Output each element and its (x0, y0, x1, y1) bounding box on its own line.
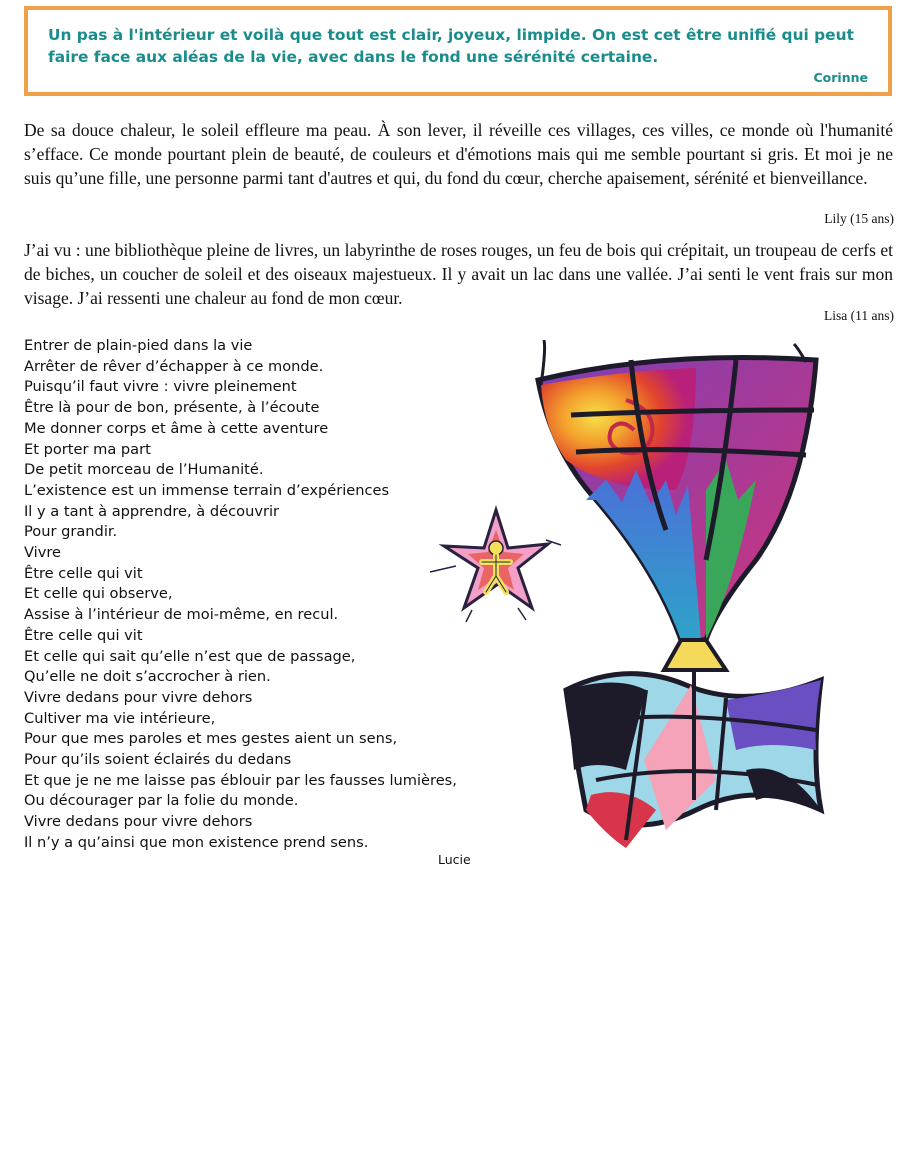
poem-line: Entrer de plain-pied dans la vie (24, 337, 253, 354)
poem (24, 336, 457, 854)
poem-line: Assise à l’intérieur de moi-même, en recul. (24, 606, 339, 624)
poem-line: Et porter ma part (24, 440, 151, 458)
poem-line: Et que je ne me laisse pas éblouir par les fausses lumières, (24, 771, 457, 789)
poem-line: Et celle qui observe, (24, 585, 173, 603)
upper-vase (538, 340, 816, 640)
testimony-lisa-text: J’ai vu : une bibliothèque pleine de livres, un labyrinthe de roses rouges, un feu de bois qui crépitait, un troupeau de cerfs et de biches, un coucher de soleil et des oiseaux majestueux. Il y avait un lac dans une vallée. J’ai senti le vent frais sur mon visage. J’ai ressenti une chaleur au fond de mon cœur. (24, 240, 893, 308)
poem-line: Arrêter de rêver d’échapper à ce monde. (24, 357, 324, 375)
star-figure (430, 510, 561, 622)
poem-line: Être celle qui vit (24, 564, 143, 582)
poem-line: Être celle qui vit (24, 626, 143, 644)
poem-line: Il n’y a qu’ainsi que mon existence prend sens. (24, 833, 369, 851)
testimony-lily-text: De sa douce chaleur, le soleil effleure ma peau. À son lever, il réveille ces villages, ces villes, ce monde où l'humanité s’efface. Ce monde pourtant plein de beauté, de couleurs et d'émotions mais qui me semble pourtant si gris. Et moi je ne suis qu’une fille, une personne parmi tant d'autres et qui, du fond du cœur, cherche apaisement, sérénité et bienveillance. (24, 120, 893, 188)
poem-line: Qu’elle ne doit s’accrocher à rien. (24, 668, 271, 686)
poem-line: Cultiver ma vie intérieure, (24, 709, 216, 727)
quote-author: Corinne (813, 70, 868, 85)
poem-line: De petit morceau de l’Humanité. (24, 461, 264, 479)
quote-text: Un pas à l'intérieur et voilà que tout est clair, joyeux, limpide. On est cet être unifié qui peut faire face aux aléas de la vie, avec dans le fond une sérénité certaine. (48, 26, 854, 66)
poem-line: Et celle qui sait qu’elle n’est que de passage, (24, 647, 356, 665)
artwork-drawing (426, 340, 836, 855)
poem-line: Il y a tant à apprendre, à découvrir (24, 502, 280, 520)
poem-line: Vivre (24, 544, 62, 562)
poem-line: Ou décourager par la folie du monde. (24, 792, 299, 810)
quote-box (24, 6, 892, 96)
lower-flag (566, 670, 821, 848)
hourglass-neck (664, 640, 726, 670)
poem-line: Puisqu’il faut vivre : vivre pleinement (24, 378, 297, 396)
poem-author: Lucie (438, 852, 471, 867)
testimony-lily-author: Lily (15 ans) (824, 211, 894, 226)
poem-line: Pour qu’ils soient éclairés du dedans (24, 751, 292, 769)
poem-line: L’existence est un immense terrain d’expériences (24, 481, 390, 499)
poem-line: Me donner corps et âme à cette aventure (24, 419, 329, 437)
poem-line: Être là pour de bon, présente, à l’écoute (24, 399, 320, 417)
testimony-lisa-author: Lisa (11 ans) (824, 308, 894, 323)
poem-line: Pour que mes paroles et mes gestes aient un sens, (24, 730, 398, 748)
poem-line: Vivre dedans pour vivre dehors (24, 688, 253, 706)
poem-line: Pour grandir. (24, 523, 118, 541)
poem-line: Vivre dedans pour vivre dehors (24, 813, 253, 831)
